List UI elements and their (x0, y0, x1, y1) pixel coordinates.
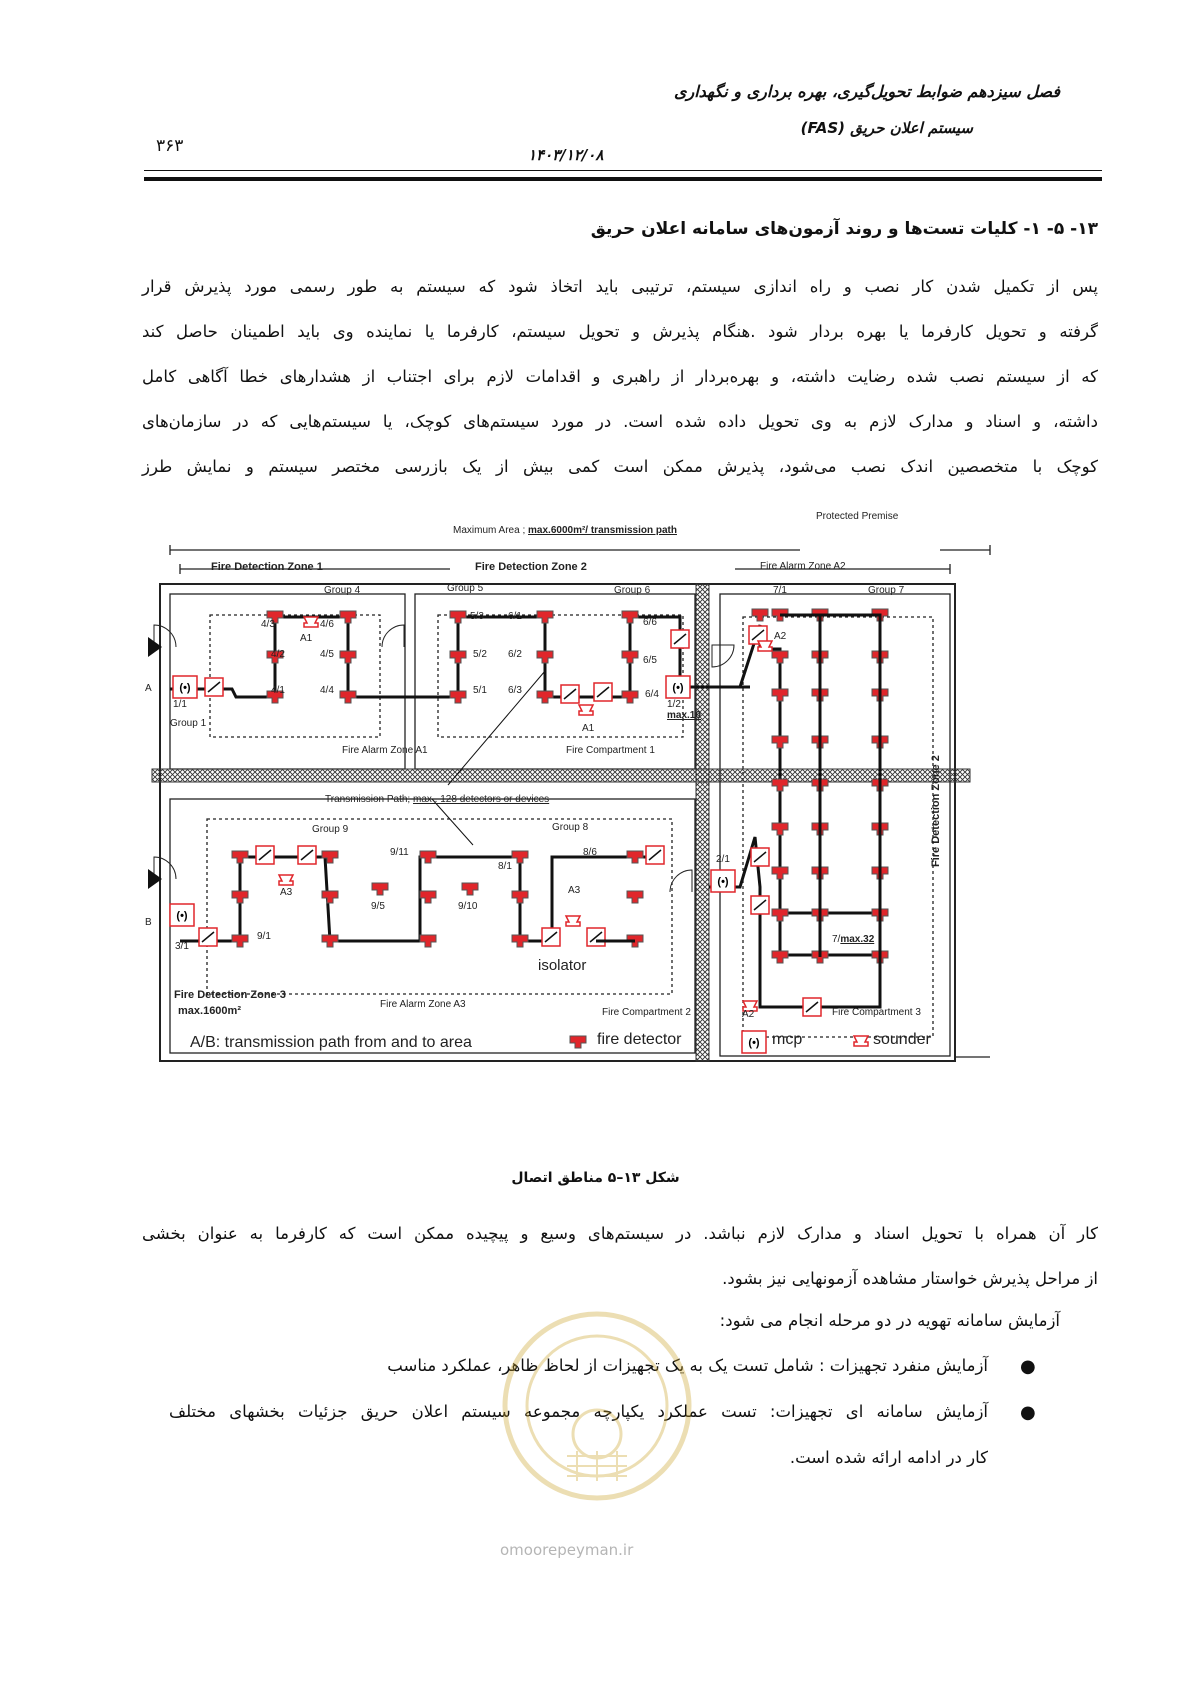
detector-label: 6/3 (508, 685, 522, 696)
legend-fire-detector: fire detector (597, 1031, 682, 1048)
path-a-label: A (145, 683, 152, 694)
max-1600-label: max.1600m² (178, 1005, 241, 1017)
detector-label: 6/1 (508, 611, 522, 622)
fire-compartment-1-label: Fire Compartment 1 (566, 745, 655, 756)
system-title: سیستم اعلان حریق (FAS) (800, 119, 973, 137)
page-number: ۳۶۳ (156, 136, 184, 156)
sounder-label: A3 (568, 885, 581, 896)
mcp-symbol: (•) (672, 682, 684, 694)
detector-label: 8/1 (498, 861, 512, 872)
header-rule-thick (144, 177, 1102, 181)
detector-label: 1/2 (667, 699, 681, 710)
fire-detection-zone-1-label: Fire Detection Zone 1 (211, 561, 323, 573)
watermark-url: omoorepeyman.ir (500, 1541, 634, 1559)
detector-label: 4/1 (271, 685, 285, 696)
group-1-label: Group 1 (170, 718, 207, 729)
bullet-icon: ● (1020, 1402, 1036, 1423)
watermark-logo-icon (497, 1306, 697, 1506)
paragraph-line: کوچک با متخصصین اندک نصب می‌شود، پذیرش ممکن است کمی بیش از یک بازرسی مختصر سیستم و نمایش طرز (142, 457, 1098, 476)
detector-label: 5/2 (473, 649, 487, 660)
fire-detection-zone-3-label: Fire Detection Zone 3 (174, 989, 286, 1001)
intro-line: آزمایش سامانه تهویه در دو مرحله انجام می شود: (719, 1311, 1060, 1330)
sounder-label: A1 (582, 723, 595, 734)
detector-label: 4/5 (320, 649, 334, 660)
figure-caption: شکل ۱۳–۵ مناطق اتصال (511, 1170, 680, 1186)
paragraph-line: داشته، و اسناد و مدارک لازم به وی تحویل داده شده است. در مورد سیستم‌های کوچک، یا سیستم‌هایی که در سازمان‌های (142, 412, 1098, 431)
detector-label: 4/2 (271, 649, 285, 660)
max-32-label: 7/max.32 (832, 934, 875, 945)
header-rule-thin (144, 170, 1102, 171)
detector-label: 4/4 (320, 685, 334, 696)
fire-alarm-zone-a2-label: Fire Alarm Zone A2 (760, 561, 846, 572)
detector-label: 4/3 (261, 619, 275, 630)
mcp-symbol: (•) (176, 910, 188, 922)
detector-label: 9/5 (371, 901, 385, 912)
legend-sounder: sounder (873, 1031, 931, 1048)
fire-alarm-zone-a1-label: Fire Alarm Zone A1 (342, 745, 428, 756)
detector-label: 6/4 (645, 689, 659, 700)
detector-label: 6/2 (508, 649, 522, 660)
detector-label: 5/1 (473, 685, 487, 696)
section-title: ۱۳- ۵- ۱- کلیات تست‌ها و روند آزمون‌های سامانه اعلان حریق (590, 219, 1098, 239)
group-4-label: Group 4 (324, 585, 361, 596)
paragraph-line: از مراحل پذیرش خواستار مشاهده آزمونهایی نیز بشود. (722, 1269, 1098, 1288)
detector-label: 6/6 (643, 617, 657, 628)
protected-premise-label: Protected Premise (816, 511, 899, 522)
fire-alarm-zone-a3-label: Fire Alarm Zone A3 (380, 999, 466, 1010)
sounder-label: A2 (774, 631, 787, 642)
detector-label: 3/1 (175, 941, 189, 952)
fire-compartment-3-label: Fire Compartment 3 (832, 1007, 921, 1018)
sounder-label: A2 (742, 1009, 755, 1020)
detector-label: 6/5 (643, 655, 657, 666)
max-10-label: max.10 (667, 710, 701, 721)
sounder-label: A1 (300, 633, 313, 644)
bullet-item: آزمایش منفرد تجهیزات : شامل تست یک به یک تجهیزات از لحاظ ظاهر، عملکرد مناسب (387, 1356, 988, 1375)
paragraph-line: گرفته و تحویل کارفرما یا بهره بردار شود .هنگام پذیرش و تحویل سیستم، کارفرما یا نماینده وی باید اطمینان حاصل کند (142, 322, 1098, 341)
fire-compartment-2-label: Fire Compartment 2 (602, 1007, 691, 1018)
isolator-label: isolator (538, 957, 587, 974)
detector-label: 7/1 (773, 585, 787, 596)
detector-label: 5/3 (470, 611, 484, 622)
fire-zones-diagram (140, 511, 1050, 1144)
mcp-symbol: (•) (717, 876, 729, 888)
detector-label: 8/6 (583, 847, 597, 858)
paragraph-line: که از سیستم نصب شده رضایت داشته، و بهره‌بردار از راهبری و اقدامات لازم برای اجتناب از هشدارهای خطا آگاهی کامل (142, 367, 1098, 386)
group-8-label: Group 8 (552, 822, 589, 833)
mcp-symbol: (•) (748, 1037, 760, 1049)
fire-detection-zone-2-side-label: Fire Detection Zone 2 (930, 755, 942, 867)
detector-label: 9/1 (257, 931, 271, 942)
header-date: ۱۴۰۳/۱۲/۰۸ (528, 146, 604, 164)
legend-mcp: mcp (772, 1031, 803, 1048)
group-6-label: Group 6 (614, 585, 651, 596)
detector-label: 1/1 (173, 699, 187, 710)
maximum-area-label: Maximum Area ; max.6000m²/ transmission path (453, 525, 677, 536)
path-b-label: B (145, 917, 152, 928)
mcp-symbol: (•) (179, 682, 191, 694)
chapter-title: فصل سیزدهم ضوابط تحویل‌گیری، بهره برداری و نگهداری (673, 82, 1060, 101)
sounder-label: A3 (280, 887, 293, 898)
group-7-label: Group 7 (868, 585, 905, 596)
paragraph-line: پس از تکمیل شدن کار نصب و راه اندازی سیستم، ترتیبی باید اتخاذ شود که سیستم به طور رسمی مورد پذیرش قرار (142, 277, 1098, 296)
detector-label: 9/10 (458, 901, 478, 912)
bullet-item: آزمایش سامانه ای تجهیزات: تست عملکرد یکپارچه مجموعه سیستم اعلان حریق جزئیات بخشهای مختلف (169, 1402, 988, 1421)
transmission-path-label: Transmission Path; max . 128 detectors or devices (325, 794, 550, 805)
detector-label: 4/6 (320, 619, 334, 630)
bullet-item-continuation: کار در ادامه ارائه شده است. (789, 1448, 988, 1467)
paragraph-line: کار آن همراه با تحویل اسناد و مدارک لازم نباشد. در سیستم‌های وسیع و پیچیده ممکن است که کارفرما به عنوان بخشی (142, 1224, 1098, 1243)
detector-label: 9/11 (390, 847, 409, 858)
fire-detection-zone-2-label: Fire Detection Zone 2 (475, 561, 587, 573)
detector-label: 2/1 (716, 854, 730, 865)
bullet-icon: ● (1020, 1356, 1036, 1377)
group-9-label: Group 9 (312, 824, 349, 835)
legend-transmission: A/B: transmission path from and to area (190, 1034, 472, 1051)
group-5-label: Group 5 (447, 583, 484, 594)
